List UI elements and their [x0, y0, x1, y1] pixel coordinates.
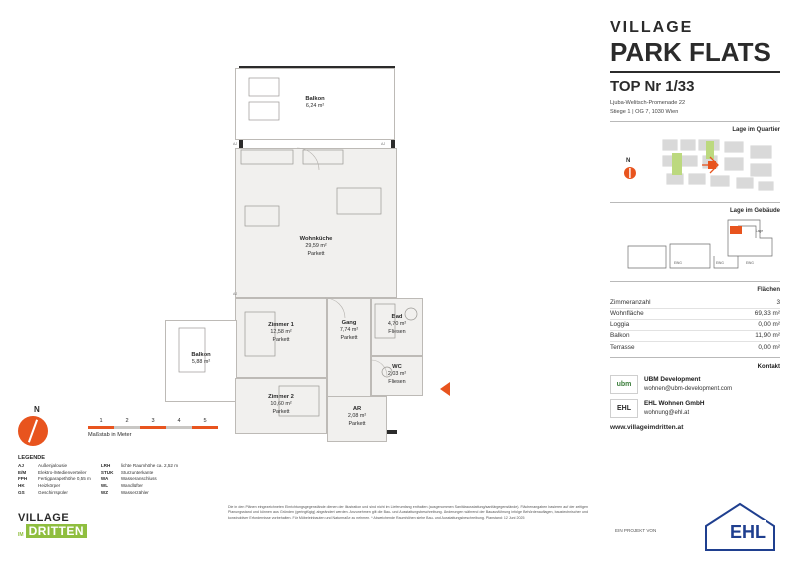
building-map: [610, 216, 780, 276]
quarter-map-svg: [610, 135, 780, 197]
areas-row: [610, 342, 780, 352]
ehl-logo-small: EHL: [610, 399, 638, 418]
north-needle-icon: [28, 419, 38, 442]
legend-item: WZ Wasserzähler: [100, 489, 149, 495]
scale-tick: 2: [125, 418, 129, 424]
footer-logo-line2: IM: [18, 532, 24, 538]
ubm-logo: ubm: [610, 375, 638, 394]
divider-3: [610, 202, 780, 203]
room-wohnkueche: Wohnküche 29,59 m² Parkett: [235, 148, 397, 298]
areas-value: 69,33 m²: [754, 310, 780, 318]
areas-table: [610, 297, 780, 352]
scale-tick: 4: [177, 418, 181, 424]
legend-column-left: [18, 463, 91, 496]
orientation-arrow: [440, 382, 450, 396]
legend-title: LEGENDE: [18, 455, 46, 461]
plan-annotation-aj-2: AJ: [381, 142, 386, 146]
legend-item: FPH Fertigparapethöhe 0,55 m: [18, 476, 91, 482]
room-wc: WC 2,03 m² Fliesen: [371, 356, 423, 396]
areas-label: Terrasse: [610, 343, 635, 351]
areas-value: 0,00 m²: [758, 343, 780, 351]
divider-1: [610, 71, 780, 73]
areas-label: Loggia: [610, 321, 630, 329]
room-zimmer-1: Zimmer 1 12,58 m² Parkett: [235, 298, 327, 378]
ehl-logo-text: EHL: [730, 522, 766, 542]
disclaimer-text: Die in den Plänen eingezeichneten Einrichtungsgegenstände dienen der Illustration und sind nicht im Lieferumfang enthalten (ausgenommen Sanitärausstattung/sanitärgegenstände). Flächenangaben basieren auf der zeitigen Planungsstand und können aus Gründen (geringfügig) abgeändert werden. Anzunehmen gilt die Bau- und Ausstattungsbeschreibung. Änderungen während der Bauausführung infolge Behördenauflagen, baustechnischer und konstruktiver Erfordernisse vorbehalten. Für Möbeleinbauten und Naturmaße zu nehmen. * Abweichende Raumhöhen siehe Bau- und Ausstattungsbeschreibung. Planstand: 12 Juni 2025: [228, 505, 588, 520]
footer-logo-line3: DRITTEN: [26, 524, 88, 538]
scale-tick: 5: [203, 418, 207, 424]
north-indicator: [18, 405, 64, 446]
ehl-logo-large: [700, 500, 780, 552]
footer-logo-line1: VILLAGE: [18, 512, 70, 524]
areas-value: 11,90 m²: [755, 332, 780, 340]
village-im-dritten-logo: [18, 512, 110, 538]
address-line-1: Ljuba-Welitsch-Promenade 22: [610, 100, 686, 106]
section-heading-quarter: Lage im Quartier: [732, 127, 780, 134]
areas-label: Zimmeranzahl: [610, 298, 651, 306]
contact-name-ehl: EHL Wohnen GmbH: [644, 400, 705, 408]
room-balkon-top: Balkon 6,24 m²: [235, 68, 395, 140]
project-by-label: EIN PROJEKT VON: [615, 528, 657, 533]
legend-item: GS Geschirrspüler: [18, 489, 68, 495]
legend-column-right: [101, 463, 178, 496]
svg-text:EING: EING: [674, 261, 682, 266]
north-icon: [18, 416, 48, 446]
plan-annotation-aj-1: AJ: [233, 142, 238, 146]
legend: [18, 455, 218, 496]
divider-5: [610, 357, 780, 358]
section-heading-contact: Kontakt: [757, 364, 780, 371]
top-number: TOP Nr 1/33: [610, 78, 695, 95]
ehl-logo-svg: [700, 500, 780, 552]
divider-4: [610, 281, 780, 282]
scale-tick: 3: [151, 418, 155, 424]
scale-caption: Maßstab in Meter: [88, 432, 132, 438]
svg-text:N: N: [626, 158, 631, 165]
areas-row: [610, 297, 780, 308]
room-bad: Bad 4,70 m² Fliesen: [371, 298, 423, 356]
brand-park-flats: PARK FLATS: [610, 37, 771, 67]
furniture-layer: [175, 30, 595, 450]
room-zimmer-2: Zimmer 2 10,60 m² Parkett: [235, 378, 327, 434]
brand-village: VILLAGE: [610, 19, 694, 36]
contact-ehl: [610, 399, 780, 418]
scale-bar: [88, 418, 218, 438]
divider-2: [610, 121, 780, 122]
areas-value: 0,00 m²: [758, 321, 780, 329]
svg-text:EING: EING: [746, 261, 754, 266]
areas-row: [610, 331, 780, 342]
contact-mail-ehl[interactable]: wohnung@ehl.at: [644, 410, 690, 417]
contact-ubm: [610, 375, 780, 394]
svg-text:Lage: Lage: [756, 229, 764, 234]
brand-block: [610, 20, 780, 65]
address-line-2: Stiege 1 | OG 7, 1030 Wien: [610, 108, 679, 115]
legend-item: AJ Außenjalousie: [18, 463, 68, 468]
legend-item: HK Heizkörper: [18, 483, 61, 489]
north-letter: N: [34, 405, 40, 414]
legend-item: LRH lichte Raumhöhe ca. 2,52 m: [100, 463, 179, 468]
areas-label: Balkon: [610, 332, 630, 340]
plan-annotation-aj-3: AJ: [233, 292, 238, 296]
section-heading-building: Lage im Gebäude: [729, 208, 780, 215]
areas-value: 3: [776, 298, 780, 306]
section-heading-areas: Flächen: [757, 287, 780, 294]
legend-item: WA Wasseranschluss: [100, 476, 157, 482]
scale-segments: [88, 426, 218, 429]
contact-mail-ubm[interactable]: wohnen@ubm-development.com: [644, 386, 733, 393]
floor-plan: [175, 30, 595, 450]
areas-row: [610, 309, 780, 320]
areas-row: [610, 320, 780, 331]
room-gang: Gang 7,74 m² Parkett: [327, 298, 371, 434]
room-abstellraum: AR 2,08 m² Parkett: [327, 396, 387, 442]
website-link[interactable]: www.villageimdritten.at: [610, 424, 684, 432]
scale-tick: 1: [99, 418, 103, 424]
building-map-svg: [610, 216, 780, 276]
areas-label: Wohnfläche: [610, 310, 644, 318]
room-balkon-left: Balkon 5,88 m²: [165, 320, 237, 402]
contact-name-ubm: UBM Development: [644, 376, 701, 384]
svg-text:EING: EING: [716, 261, 724, 266]
quarter-map: [610, 135, 780, 197]
legend-item: WL Wandlüfter: [100, 483, 143, 489]
legend-item: E/M Elektro-/Medienverteiler: [18, 469, 87, 475]
info-panel: [610, 20, 780, 431]
legend-item: STUK Sturzunterkante: [100, 469, 154, 475]
